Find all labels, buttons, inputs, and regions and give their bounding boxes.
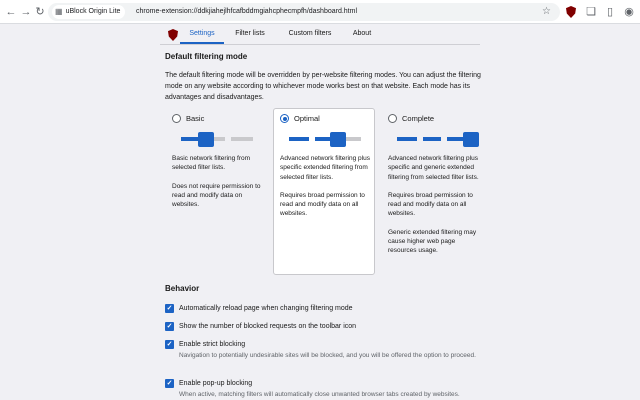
slider-segment [423,137,441,141]
mode-radio-optimal[interactable] [280,114,289,123]
tab-about[interactable]: About [352,30,372,37]
option-label: Show the number of blocked requests on the toolbar icon [179,323,357,330]
mode-desc-line: Advanced network filtering plus specific and generic extended filtering from selected filter lists. [388,155,479,181]
ublock-shield-icon[interactable] [566,6,576,18]
star-icon[interactable]: ☆ [542,6,551,17]
tab-custom-filters[interactable]: Custom filters [288,30,332,37]
profile-icon[interactable]: ◉ [624,6,634,18]
level-slider-complete [397,129,469,149]
option-label: Enable pop-up blocking [179,380,253,387]
browser-toolbar [0,0,640,24]
option-description: When active, matching filters will automatically close unwanted browser tabs created by websites. [179,391,460,398]
mode-radio-basic[interactable] [172,114,181,123]
option-label: Automatically reload page when changing filtering mode [179,305,353,312]
ublock-logo-icon [168,29,178,41]
mode-name-optimal: Optimal [294,114,320,123]
mode-card-optimal[interactable] [273,108,375,275]
slider-knob[interactable] [463,132,479,147]
tab-filter-lists[interactable]: Filter lists [235,30,265,37]
forward-arrow-icon[interactable]: → [20,6,32,18]
tab-settings[interactable]: Settings [189,30,215,37]
slider-knob[interactable] [330,132,346,147]
filtering-mode-intro: The default filtering mode will be overridden by per-website filtering modes. You can adjust the filtering mode on any website according to whichever mode works best on that website. Each mode has its advantages and disadvantages. [165,72,481,101]
reading-list-icon[interactable]: ▯ [606,6,614,18]
url-text[interactable]: chrome-extension://ddkjiahejlhfcafbddmgiahcphecmpfh/dashboard.html [136,8,358,15]
slider-segment [397,137,417,141]
mode-desc-line: Requires broad permission to read and modify data on all websites. [280,191,365,218]
extensions-icon[interactable]: ❏ [586,6,596,18]
checkbox-strict-blocking[interactable]: ✓ [166,341,173,348]
puzzle-icon: ▦ [55,7,63,16]
checkbox-auto-reload[interactable]: ✓ [166,305,173,312]
level-slider-basic [181,129,253,149]
reload-icon[interactable]: ↻ [35,6,45,18]
mode-card-complete[interactable] [381,108,483,275]
mode-desc-line: Does not require permission to read and modify data on websites. [172,182,261,209]
tab-divider [160,44,480,45]
mode-card-basic[interactable] [165,108,267,275]
site-info-chip[interactable] [52,5,125,19]
level-slider-optimal [289,129,361,149]
mode-desc-line: Advanced network filtering plus specific extended filtering from selected filter lists. [280,155,370,181]
mode-name-complete: Complete [402,114,435,123]
option-label: Enable strict blocking [179,341,246,348]
slider-knob[interactable] [198,132,214,147]
mode-desc-line: Basic network filtering from selected filter lists. [172,155,251,172]
mode-description-complete [388,154,480,265]
mode-radio-complete[interactable] [388,114,397,123]
mode-description-basic [172,154,264,218]
mode-desc-line: Requires broad permission to read and modify data on all websites. [388,191,473,218]
option-description: Navigation to potentially undesirable sites will be blocked, and you will be offered the option to proceed. [179,352,476,359]
checkbox-popup-blocking[interactable]: ✓ [166,380,173,387]
slider-segment [231,137,253,141]
back-arrow-icon[interactable]: ← [5,6,17,18]
behavior-title: Behavior [165,284,200,293]
mode-description-optimal [280,154,372,228]
filtering-mode-title: Default filtering mode [165,52,248,61]
site-chip-label: uBlock Origin Lite [65,8,121,15]
checkbox-blocked-count[interactable]: ✓ [166,323,173,330]
mode-name-basic: Basic [186,114,205,123]
mode-desc-line: Generic extended filtering may cause higher web page resources usage. [388,228,477,255]
address-bar[interactable] [48,3,560,21]
slider-segment [289,137,309,141]
